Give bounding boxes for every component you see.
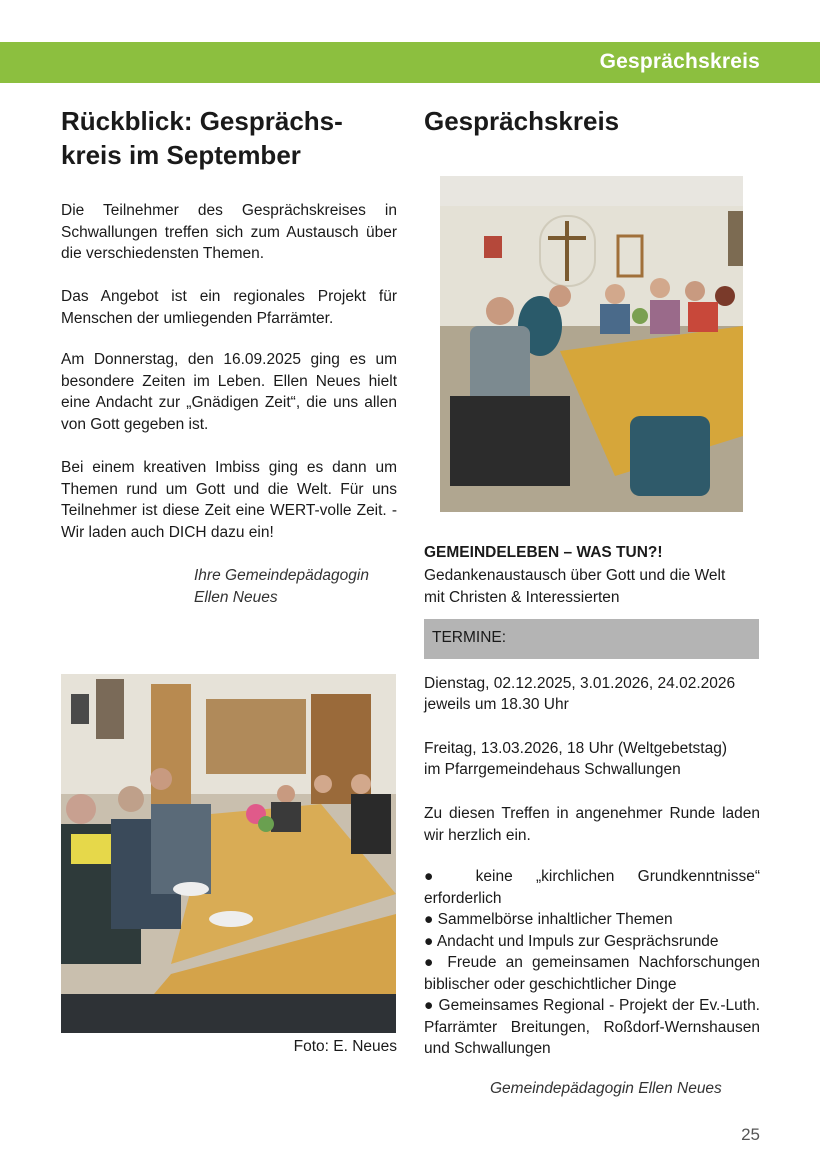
- bullet-4: ● Freude an gemeinsamen Nachforschungen biblischer oder geschichtlicher Dinge: [424, 954, 760, 993]
- group-photo-chapel: [440, 176, 743, 512]
- left-heading: [61, 104, 397, 172]
- right-signature: Gemeindepädagogin Ellen Neues: [490, 1080, 722, 1097]
- left-column: [61, 104, 397, 606]
- left-signature: [194, 565, 369, 608]
- dates-line2: jeweils um 18.30 Uhr: [424, 696, 569, 713]
- left-heading-line1: Rückblick: Gesprächs-: [61, 106, 343, 136]
- left-heading-line2: kreis im September: [61, 140, 301, 170]
- bullet-2: ● Sammelbörse inhaltlicher Themen: [424, 911, 673, 928]
- subtitle-line2: mit Christen & Interessierten: [424, 589, 620, 606]
- friday-line2: im Pfarrgemeindehaus Schwallungen: [424, 761, 681, 778]
- bullet-1: ● keine „kirchlichen Grundkenntnisse“ erforderlich: [424, 868, 760, 907]
- page-number: 25: [741, 1125, 760, 1144]
- subtitle-line1: Gedankenaustausch über Gott und die Welt: [424, 567, 726, 584]
- friday-line1: Freitag, 13.03.2026, 18 Uhr (Weltgebetstag): [424, 740, 727, 757]
- gemeindeleben-title: GEMEINDELEBEN – WAS TUN?!: [424, 544, 663, 561]
- termine-box: [424, 619, 759, 659]
- dates-line1: Dienstag, 02.12.2025, 3.01.2026, 24.02.2026: [424, 675, 736, 692]
- bullet-5: ● Gemeinsames Regional - Projekt der Ev.-Luth. Pfarrämter Breitungen, Roßdorf-Wernshausen und Schwallungen: [424, 997, 760, 1057]
- section-title: Gesprächskreis: [599, 50, 760, 73]
- project-paragraph: Das Angebot ist ein regionales Projekt für Menschen der umliegenden Pfarrämter.: [61, 288, 397, 327]
- group-photo-table: [61, 674, 396, 1033]
- invite-text: Zu diesen Treffen in angenehmer Runde laden wir herzlich ein.: [424, 805, 760, 844]
- right-heading: Gesprächskreis: [424, 106, 620, 136]
- signature-role: Ihre Gemeindepädagogin: [194, 567, 369, 584]
- signature-name: Ellen Neues: [194, 588, 278, 606]
- invite-paragraph: Bei einem kreativen Imbiss ging es dann um Themen rund um Gott und die Welt. Für uns Teilnehmer ist diese Zeit eine WERT-volle Zeit. - Wir laden auch DICH dazu ein!: [61, 459, 397, 541]
- right-column: [424, 104, 760, 138]
- section-header-bar: [0, 42, 820, 83]
- bullet-3: ● Andacht und Impuls zur Gesprächsrunde: [424, 933, 719, 950]
- photo-caption: Foto: E. Neues: [293, 1038, 397, 1055]
- termine-label: TERMINE:: [432, 629, 507, 646]
- intro-paragraph: Die Teilnehmer des Gesprächskreises in Schwallungen treffen sich zum Austausch über die verschiedensten Themen.: [61, 202, 397, 262]
- event-paragraph: Am Donnerstag, den 16.09.2025 ging es um besondere Zeiten im Leben. Ellen Neues hielt eine Andacht zur „Gnädigen Zeit“, die uns allen von Gott gegeben ist.: [61, 351, 397, 433]
